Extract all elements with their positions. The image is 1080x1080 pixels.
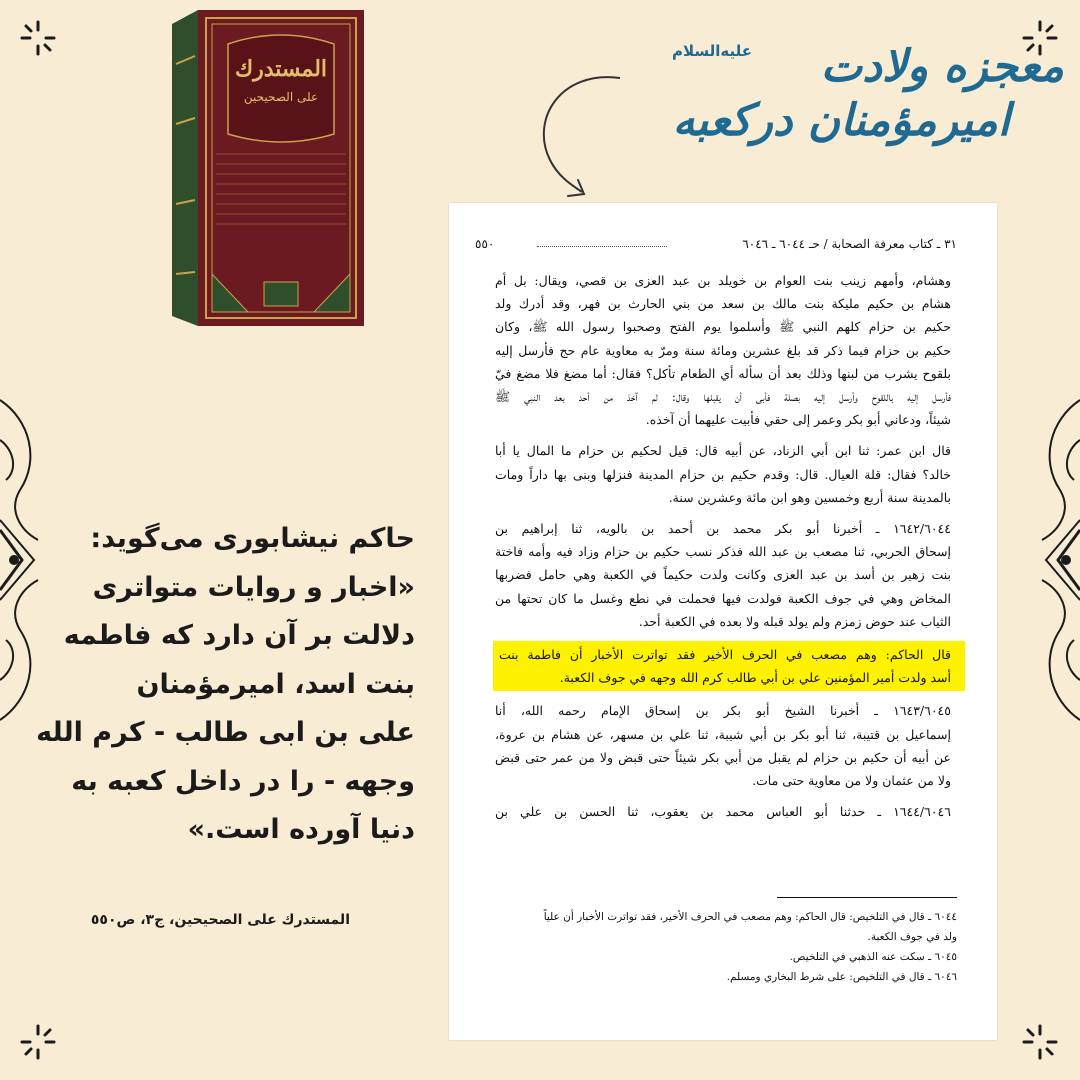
page-body — [495, 269, 951, 831]
text-line: شيئاً، ودعاني أبو بكر وعمر إلى حقي فأبيت عليهما أن آخذه. — [645, 412, 951, 428]
text-line: فأرسل إليه باللقوح وأرسل إليه بصلة فأبى أن يقبلها وقال: لم آخذ من أحد بعد النبي ﷺ — [495, 389, 951, 405]
text-line: بنت زهير بن أسد بن عبد العزى وكانت ولدت حكيماً في الكعبة وهي حامل فضربها — [495, 567, 951, 583]
paragraph — [495, 800, 951, 823]
quote-line: دلالت بر آن دارد که فاطمه — [63, 620, 415, 651]
heading-line-1: معجزه ولادت — [820, 41, 1064, 92]
right-side-ornament — [1020, 380, 1080, 740]
quote-line: علی بن ابی طالب - کرم الله — [36, 717, 415, 748]
highlighted-line: أسد ولدت أمير المؤمنين علي بن أبي طالب كرم الله وجهه في جوف الكعبة. — [559, 670, 951, 686]
running-header — [475, 237, 957, 255]
header-dots — [537, 246, 667, 247]
footnotes — [489, 907, 957, 987]
paragraph — [495, 699, 951, 792]
highlighted-paragraph — [493, 641, 965, 691]
text-line: الثياب عند حوض زمزم ولم يولد قبله ولا بعده في الكعبة أحد. — [638, 613, 951, 629]
quote-line: بنت اسد، امیرمؤمنان — [136, 668, 415, 700]
book-subtitle: على الصحيحين — [243, 90, 319, 104]
text-line: حكيم بن حزام كلهم النبي ﷺ وأسلموا يوم الفتح وصحبوا رسول الله ﷺ، وكان — [495, 319, 951, 335]
paragraph — [495, 517, 951, 633]
text-line: ولا من عثمان ولا من معاوية حتى مات. — [752, 773, 951, 789]
text-line: هشام بن حكيم مليكة بنت مالك بن سعد من بني الحارث بن فهر، وقد أدرك ولد — [495, 296, 951, 312]
page-number: ٥٥٠ — [475, 237, 495, 251]
footnote-line: ٦٠٤٦ ـ قال في التلخيص: على شرط البخاري ومسلم. — [726, 971, 957, 983]
footnote-line: ٦٠٤٥ ـ سكت عنه الذهبي في التلخيص. — [789, 951, 957, 963]
quote-line: «اخبار و روایات متواتری — [92, 571, 415, 603]
post-heading — [600, 40, 1070, 170]
book-title: المستدرك — [234, 56, 328, 82]
sparkle-icon-bottom-left — [18, 1022, 58, 1062]
running-title: ٣١ ـ كتاب معرفة الصحابة / حـ ٦٠٤٤ ـ ٦٠٤٦ — [742, 237, 957, 251]
text-line: ١٦٤٣/٦٠٤٥ ـ أخبرنا الشيخ أبو بكر بن إسحاق الإمام رحمه الله، أنا — [495, 703, 951, 719]
footnote-divider — [777, 897, 957, 898]
text-line: ١٦٤٤/٦٠٤٦ ـ حدثنا أبو العباس محمد بن يعقوب، ثنا الحسن بن علي بن — [495, 804, 951, 820]
text-line: خالد؟ فقال: قلة العيال. قال: وقدم حكيم بن حزام المدينة فنزلها وبنى بها داراً ومات — [495, 466, 951, 482]
quote-line: وجهه - را در داخل کعبه به — [71, 765, 415, 797]
sparkle-icon-top-left — [18, 18, 58, 58]
quote-line: دنیا آورده است.» — [187, 814, 415, 845]
book-cover-image — [168, 4, 368, 332]
text-line: إسحاق الحربي، ثنا مصعب بن عبد الله فذكر نسب حكيم بن حزام وزاد فيه وأمه فاختة — [495, 544, 951, 560]
text-line: المخاض وهي في جوف الكعبة فولدت فيها فحملت في نطع وغسل ما كان تحتها من — [495, 590, 951, 606]
text-line: بلقوح يشرب من لبنها وذلك بعد أن سأله أي الطعام تأكل؟ فقال: أما مضغ فلا مضغ فيّ — [495, 365, 951, 381]
paragraph — [495, 439, 951, 509]
curved-arrow-icon — [520, 60, 640, 210]
heading-honorific: علیه‌السلام — [671, 42, 752, 60]
text-line: عن أبيه أن حكيم بن حزام لم يقبل من أبي بكر شيئاً حتى قبض ولا من عمر حتى قبض — [495, 749, 951, 765]
text-line: قال ابن عمر: ثنا ابن أبي الزناد، عن أبيه قال: قيل لحكيم بن حزام ما المال يا أبا — [495, 443, 951, 459]
persian-quote — [20, 515, 415, 855]
text-line: ١٦٤٢/٦٠٤٤ ـ أخبرنا أبو بكر محمد بن أحمد بن بالويه، ثنا إبراهيم بن — [495, 521, 951, 537]
text-line: إسماعيل بن قتيبة، ثنا أبو بكر بن أبي شيبة، ثنا علي بن مسهر، عن هشام بن عروة، — [495, 726, 951, 742]
sparkle-icon-bottom-right — [1020, 1022, 1060, 1062]
footnote-line: ٦٠٤٤ ـ قال في التلخيص: قال الحاكم: وهم مصعب في الحرف الأخير، فقد تواترت الأخبار أن علياً — [543, 911, 957, 923]
scanned-book-page — [449, 203, 997, 1040]
quote-citation: المستدرك على الصحيحين، ج٣، ص٥٥٠ — [90, 912, 350, 928]
text-line: بالمدينة سنة أربع وخمسين وهو ابن مائة وعشرين سنة. — [668, 489, 951, 505]
footnote-line: ولد في جوف الكعبة. — [867, 931, 957, 943]
heading-line-2: امیرمؤمنان درکعبه — [672, 95, 1010, 146]
quote-line: حاکم نیشابوری می‌گوید: — [90, 523, 415, 554]
paragraph — [495, 269, 951, 431]
text-line: وهشام، وأمهم زينب بنت العوام بن خويلد بن عبد العزى بن قصي، ويقال: بل أم — [495, 273, 951, 288]
text-line: حكيم بن حزام فيما ذكر قد بلغ عشرين ومائة سنة ومرّ به معاوية عام حج فأرسل إليه — [495, 342, 951, 358]
highlighted-line: قال الحاكم: وهم مصعب في الحرف الأخير فقد تواترت الأخبار أن فاطمة بنت — [499, 647, 951, 663]
